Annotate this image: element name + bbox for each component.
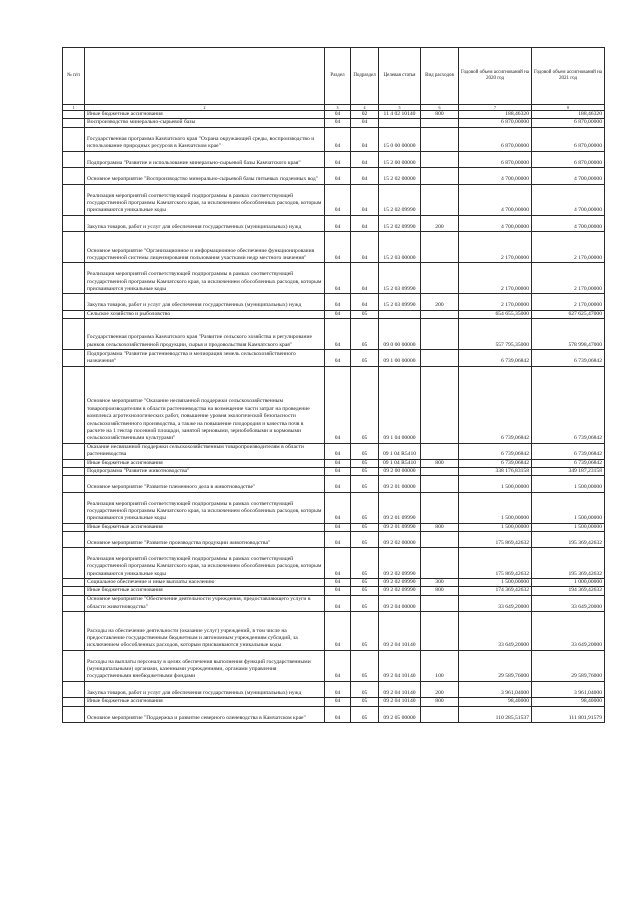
row-podrazdel: 05 <box>351 476 379 493</box>
row-name: Оказание несвязанной поддержки сельскохозяйственным товаропроизводителям в области растениеводства <box>85 443 325 459</box>
row-name: Основное мероприятие "Оказание несвязанной поддержки сельскохозяйственным товаропроизводителям в области растениеводства на возмещение части затрат на проведение комплекса агротехнологических работ, повышение уровня экологической безопасности сельскохозяйственного производства, а также на повышение плодородия и качества почв в расчете на 1 гектар посевной площади, занятой зерновыми, зернобобовыми и кормовыми сельскохозяйственными культурами" <box>85 366 325 443</box>
row-razdel: 04 <box>325 523 351 531</box>
row-podrazdel: 02 <box>351 111 379 119</box>
table-row <box>63 184 605 215</box>
table-row <box>63 476 605 493</box>
row-razdel: 04 <box>325 168 351 185</box>
row-2020: 2 170,00000 <box>459 294 532 311</box>
row-name: Расходы на выплаты персоналу в целях обеспечения выполнения функций государственными (муниципальными) органами, казенными учреждениями, органами управления государственными внебюджетными фондами <box>85 650 325 681</box>
header-num: № п/п <box>63 48 85 105</box>
row-vr <box>421 168 459 185</box>
row-razdel: 04 <box>325 184 351 215</box>
row-razdel: 04 <box>325 151 351 168</box>
header-csr: Целевая статья <box>379 48 421 105</box>
row-csr: 09 2 04 00000 <box>379 595 421 612</box>
row-csr: 09 2 04 10140 <box>379 698 421 706</box>
row-2020: 6 739,06842 <box>459 350 532 367</box>
row-name: Иные бюджетные ассигнования <box>85 459 325 467</box>
row-csr: 09 2 01 00000 <box>379 476 421 493</box>
row-2020: 3 961,04000 <box>459 681 532 698</box>
row-csr: 15 2 03 00000 <box>379 232 421 263</box>
row-num <box>63 467 85 475</box>
row-num <box>63 310 85 318</box>
row-vr: 200 <box>421 294 459 311</box>
row-vr: 800 <box>421 523 459 531</box>
row-name: Иные бюджетные ассигнования <box>85 698 325 706</box>
row-name: Воспроизводство минерально-сырьевой базы <box>85 119 325 127</box>
row-podrazdel: 05 <box>351 547 379 578</box>
row-num <box>63 366 85 443</box>
row-csr: 15 2 00 00000 <box>379 151 421 168</box>
row-name: Реализация мероприятий соответствующей подпрограммы в рамках соответствующей государственной программы Камчатского края, за исключением обособленных расходов, которым присваиваются уникальные коды <box>85 492 325 523</box>
table-row <box>63 595 605 612</box>
row-razdel: 04 <box>325 294 351 311</box>
table-row <box>63 168 605 185</box>
row-2021: 4 700,00000 <box>532 215 605 232</box>
row-podrazdel: 04 <box>351 184 379 215</box>
header-podrazdel: Подраздел <box>351 48 379 105</box>
table-row <box>63 232 605 263</box>
row-num <box>63 111 85 119</box>
row-2021: 98,40000 <box>532 698 605 706</box>
row-num <box>63 151 85 168</box>
row-2020: 6 870,00000 <box>459 119 532 127</box>
row-podrazdel: 05 <box>351 612 379 651</box>
row-num <box>63 706 85 723</box>
row-podrazdel: 04 <box>351 215 379 232</box>
row-name: Закупка товаров, работ и услуг для обеспечения государственных (муниципальных) нужд <box>85 294 325 311</box>
row-razdel: 04 <box>325 681 351 698</box>
row-2020: 6 870,00000 <box>459 151 532 168</box>
row-vr <box>421 492 459 523</box>
row-2021: 195 369,42632 <box>532 532 605 548</box>
table-row <box>63 547 605 578</box>
row-csr: 09 2 01 09990 <box>379 492 421 523</box>
row-2021: 33 649,20000 <box>532 595 605 612</box>
row-razdel: 04 <box>325 698 351 706</box>
row-2020: 1 500,00000 <box>459 492 532 523</box>
row-num <box>63 127 85 151</box>
row-razdel: 04 <box>325 111 351 119</box>
row-2021: 6 739,06842 <box>532 366 605 443</box>
colnum: 5 <box>379 105 421 111</box>
row-vr <box>421 706 459 723</box>
row-csr: 15 2 02 09990 <box>379 184 421 215</box>
table-row <box>63 587 605 595</box>
table-row <box>63 263 605 294</box>
row-csr: 15 2 02 00000 <box>379 168 421 185</box>
row-csr: 09 2 02 09990 <box>379 587 421 595</box>
row-vr <box>421 263 459 294</box>
row-name: Реализация мероприятий соответствующей подпрограммы в рамках соответствующей государственной программы Камчатского края, за исключением обособленных расходов, которым присваиваются уникальные коды <box>85 263 325 294</box>
row-2020: 1 500,00000 <box>459 523 532 531</box>
row-vr <box>421 612 459 651</box>
row-2020: 188,46320 <box>459 111 532 119</box>
row-2021: 6 870,00000 <box>532 151 605 168</box>
row-podrazdel: 05 <box>351 595 379 612</box>
row-vr <box>421 151 459 168</box>
row-podrazdel: 05 <box>351 532 379 548</box>
table-row <box>63 467 605 475</box>
row-podrazdel: 04 <box>351 232 379 263</box>
row-2021: 349 187,23158 <box>532 467 605 475</box>
row-vr: 300 <box>421 578 459 586</box>
row-2021: 2 170,00000 <box>532 294 605 311</box>
row-name: Реализация мероприятий соответствующей подпрограммы в рамках соответствующей государственной программы Камчатского края, за исключением обособленных расходов, которым присваиваются уникальные коды <box>85 184 325 215</box>
row-2020: 6 739,06842 <box>459 443 532 459</box>
header-razdel: Раздел <box>325 48 351 105</box>
row-2021: 3 961,04000 <box>532 681 605 698</box>
row-vr: 200 <box>421 215 459 232</box>
row-podrazdel: 05 <box>351 492 379 523</box>
row-2020: 4 700,00000 <box>459 168 532 185</box>
row-vr <box>421 232 459 263</box>
row-2020: 174 369,42632 <box>459 587 532 595</box>
row-name: Основное мероприятие "Организационное и информационное обеспечение функционирования государственной системы лицензирования пользования участками недр местного значения" <box>85 232 325 263</box>
row-name: Иные бюджетные ассигнования <box>85 523 325 531</box>
row-name: Государственная программа Камчатского края "Развитие сельского хозяйства и регулирование рынков сельскохозяйственной продукции, сырья и продовольствия Камчатского края" <box>85 319 325 350</box>
row-2021: 4 700,00000 <box>532 184 605 215</box>
row-name: Расходы на обеспечение деятельности (оказание услуг) учреждений, в том числе на предоставление государственным бюджетным и автономным учреждениям субсидий, за исключением обособленных расходов, которым присваиваются уникальные коды <box>85 612 325 651</box>
row-vr <box>421 443 459 459</box>
row-name: Подпрограмма "Развитие животноводства" <box>85 467 325 475</box>
row-2020: 33 649,20000 <box>459 595 532 612</box>
row-razdel: 04 <box>325 650 351 681</box>
row-num <box>63 119 85 127</box>
row-2021: 195 369,42632 <box>532 547 605 578</box>
row-csr: 11 4 02 10140 <box>379 111 421 119</box>
row-podrazdel: 05 <box>351 443 379 459</box>
row-razdel: 04 <box>325 476 351 493</box>
row-podrazdel: 05 <box>351 310 379 318</box>
table-row <box>63 459 605 467</box>
row-num <box>63 184 85 215</box>
table-row <box>63 706 605 723</box>
row-2020: 33 649,20000 <box>459 612 532 651</box>
row-razdel: 04 <box>325 492 351 523</box>
row-2021: 29 589,76000 <box>532 650 605 681</box>
table-body <box>63 111 605 723</box>
row-num <box>63 459 85 467</box>
row-vr <box>421 595 459 612</box>
table-row <box>63 612 605 651</box>
row-podrazdel: 05 <box>351 587 379 595</box>
colnum: 6 <box>421 105 459 111</box>
row-razdel: 04 <box>325 578 351 586</box>
row-num <box>63 350 85 367</box>
row-name: Основное мероприятие "Поддержка и развитие северного оленеводства в Камчатском крае" <box>85 706 325 723</box>
row-2021: 2 170,00000 <box>532 232 605 263</box>
row-vr <box>421 467 459 475</box>
row-csr: 09 2 00 00000 <box>379 467 421 475</box>
row-csr: 09 2 02 09990 <box>379 547 421 578</box>
row-num <box>63 523 85 531</box>
row-vr: 100 <box>421 650 459 681</box>
row-podrazdel: 04 <box>351 151 379 168</box>
row-2020: 6 870,00000 <box>459 127 532 151</box>
row-name: Основное мероприятие "Развитие племенного дела в животноводстве" <box>85 476 325 493</box>
row-vr <box>421 532 459 548</box>
table-row <box>63 111 605 119</box>
row-csr <box>379 310 421 318</box>
row-podrazdel: 04 <box>351 263 379 294</box>
row-num <box>63 168 85 185</box>
row-num <box>63 587 85 595</box>
header-2020: Годовой объем ассигнований на 2020 год <box>459 48 532 105</box>
row-razdel: 04 <box>325 119 351 127</box>
row-csr: 15 2 02 09990 <box>379 215 421 232</box>
row-2020: 6 739,06842 <box>459 459 532 467</box>
row-2020: 6 739,06842 <box>459 366 532 443</box>
row-podrazdel: 05 <box>351 681 379 698</box>
table-row <box>63 698 605 706</box>
table-row <box>63 650 605 681</box>
row-2021: 627 625,47000 <box>532 310 605 318</box>
row-csr: 09 2 04 10140 <box>379 650 421 681</box>
row-name: Иные бюджетные ассигнования <box>85 587 325 595</box>
row-name: Государственная программа Камчатского края "Охрана окружающей среды, воспроизводство и использование природных ресурсов в Камчатском крае" <box>85 127 325 151</box>
row-vr: 800 <box>421 698 459 706</box>
row-razdel: 04 <box>325 366 351 443</box>
row-name: Основное мероприятие "Воспроизводство минерально-сырьевой базы питьевых подземных вод" <box>85 168 325 185</box>
row-csr: 09 1 00 00000 <box>379 350 421 367</box>
row-vr <box>421 119 459 127</box>
table-row <box>63 119 605 127</box>
row-podrazdel: 04 <box>351 294 379 311</box>
row-name: Подпрограмма "Развитие и использование минерально-сырьевой базы Камчатского края" <box>85 151 325 168</box>
row-vr <box>421 319 459 350</box>
row-vr <box>421 184 459 215</box>
row-2020: 338 176,83158 <box>459 467 532 475</box>
row-podrazdel: 04 <box>351 168 379 185</box>
row-num <box>63 698 85 706</box>
table-row <box>63 443 605 459</box>
row-2020: 557 795,35000 <box>459 319 532 350</box>
row-2020: 29 589,76000 <box>459 650 532 681</box>
row-csr: 09 2 04 10140 <box>379 612 421 651</box>
row-razdel: 04 <box>325 350 351 367</box>
row-csr: 15 2 03 09990 <box>379 263 421 294</box>
row-vr: 800 <box>421 587 459 595</box>
table-row <box>63 523 605 531</box>
colnum: 4 <box>351 105 379 111</box>
row-razdel: 04 <box>325 215 351 232</box>
row-num <box>63 215 85 232</box>
row-name: Сельское хозяйство и рыболовство <box>85 310 325 318</box>
colnum: 7 <box>459 105 532 111</box>
row-vr <box>421 547 459 578</box>
row-2021: 578 998,47000 <box>532 319 605 350</box>
table-row <box>63 532 605 548</box>
row-name: Основное мероприятие "Развитие производства продукции животноводства" <box>85 532 325 548</box>
row-razdel: 04 <box>325 587 351 595</box>
row-2021: 6 739,06842 <box>532 350 605 367</box>
row-vr <box>421 310 459 318</box>
row-num <box>63 595 85 612</box>
row-2021: 2 170,00000 <box>532 263 605 294</box>
row-num <box>63 263 85 294</box>
row-podrazdel: 05 <box>351 698 379 706</box>
row-num <box>63 612 85 651</box>
row-name: Основное мероприятие "Обеспечение деятельности учреждения, предоставляющего услуги в области животноводства" <box>85 595 325 612</box>
row-csr: 09 2 02 00000 <box>379 532 421 548</box>
table-row <box>63 366 605 443</box>
table-row <box>63 294 605 311</box>
row-name: Закупка товаров, работ и услуг для обеспечения государственных (муниципальных) нужд <box>85 215 325 232</box>
row-razdel: 04 <box>325 459 351 467</box>
row-num <box>63 650 85 681</box>
row-2020: 1 500,00000 <box>459 476 532 493</box>
row-podrazdel: 05 <box>351 366 379 443</box>
row-2020: 654 655,35000 <box>459 310 532 318</box>
row-2020: 4 700,00000 <box>459 215 532 232</box>
colnum: 3 <box>325 105 351 111</box>
row-2020: 2 170,00000 <box>459 232 532 263</box>
row-2020: 175 869,42632 <box>459 547 532 578</box>
row-num <box>63 476 85 493</box>
row-vr: 800 <box>421 111 459 119</box>
row-2021: 1 500,00000 <box>532 476 605 493</box>
row-podrazdel: 05 <box>351 706 379 723</box>
colnum: 2 <box>85 105 325 111</box>
row-2021: 194 369,42632 <box>532 587 605 595</box>
row-num <box>63 232 85 263</box>
row-razdel: 04 <box>325 319 351 350</box>
row-razdel: 04 <box>325 612 351 651</box>
budget-table-page <box>62 47 604 723</box>
row-name: Социальное обеспечение и иные выплаты населению <box>85 578 325 586</box>
row-2020: 175 869,42632 <box>459 532 532 548</box>
row-2021: 188,46320 <box>532 111 605 119</box>
row-csr <box>379 119 421 127</box>
row-razdel: 04 <box>325 127 351 151</box>
row-2021: 111 801,91579 <box>532 706 605 723</box>
row-name: Иные бюджетные ассигнования <box>85 111 325 119</box>
row-csr: 09 1 04 R5410 <box>379 459 421 467</box>
row-podrazdel: 05 <box>351 650 379 681</box>
row-vr <box>421 476 459 493</box>
row-razdel: 04 <box>325 532 351 548</box>
row-razdel: 04 <box>325 310 351 318</box>
row-2021: 4 700,00000 <box>532 168 605 185</box>
table-row <box>63 151 605 168</box>
row-razdel: 04 <box>325 467 351 475</box>
row-2021: 6 739,06842 <box>532 443 605 459</box>
row-podrazdel: 05 <box>351 467 379 475</box>
row-2020: 4 700,00000 <box>459 184 532 215</box>
row-podrazdel: 05 <box>351 523 379 531</box>
row-razdel: 04 <box>325 232 351 263</box>
colnum: 8 <box>532 105 605 111</box>
row-podrazdel: 05 <box>351 578 379 586</box>
table-row <box>63 215 605 232</box>
table-row <box>63 319 605 350</box>
row-name: Реализация мероприятий соответствующей подпрограммы в рамках соответствующей государственной программы Камчатского края, за исключением обособленных расходов, которым присваиваются уникальные коды <box>85 547 325 578</box>
row-razdel: 04 <box>325 595 351 612</box>
row-vr: 200 <box>421 681 459 698</box>
row-razdel: 04 <box>325 443 351 459</box>
row-vr <box>421 366 459 443</box>
header-row <box>63 48 605 105</box>
row-razdel: 04 <box>325 706 351 723</box>
row-csr: 15 2 03 09990 <box>379 294 421 311</box>
row-csr: 09 2 04 10140 <box>379 681 421 698</box>
row-num <box>63 532 85 548</box>
row-2021: 6 870,00000 <box>532 127 605 151</box>
header-vr: Вид расходов <box>421 48 459 105</box>
row-csr: 09 1 04 00000 <box>379 366 421 443</box>
row-2021: 1 500,00000 <box>532 492 605 523</box>
row-podrazdel: 05 <box>351 350 379 367</box>
row-num <box>63 294 85 311</box>
row-2021: 6 739,06842 <box>532 459 605 467</box>
row-vr: 800 <box>421 459 459 467</box>
row-2021: 6 870,00000 <box>532 119 605 127</box>
row-csr: 09 2 05 00000 <box>379 706 421 723</box>
row-vr <box>421 350 459 367</box>
row-podrazdel: 04 <box>351 127 379 151</box>
header-2021: Годовой объем ассигнований на 2021 год <box>532 48 605 105</box>
row-csr: 09 2 02 09990 <box>379 578 421 586</box>
row-num <box>63 443 85 459</box>
row-name: Закупка товаров, работ и услуг для обеспечения государственных (муниципальных) нужд <box>85 681 325 698</box>
row-csr: 15 0 00 00000 <box>379 127 421 151</box>
row-num <box>63 319 85 350</box>
row-2021: 33 649,20000 <box>532 612 605 651</box>
table-row <box>63 578 605 586</box>
row-csr: 09 0 00 00000 <box>379 319 421 350</box>
row-csr: 09 1 04 R5410 <box>379 443 421 459</box>
row-podrazdel: 05 <box>351 319 379 350</box>
row-num <box>63 681 85 698</box>
table-row <box>63 310 605 318</box>
table-row <box>63 492 605 523</box>
row-2021: 1 000,00000 <box>532 578 605 586</box>
table-row <box>63 681 605 698</box>
row-razdel: 04 <box>325 263 351 294</box>
header-name <box>85 48 325 105</box>
row-num <box>63 547 85 578</box>
row-podrazdel: 05 <box>351 459 379 467</box>
row-2020: 110 285,51537 <box>459 706 532 723</box>
row-podrazdel: 04 <box>351 119 379 127</box>
row-vr <box>421 127 459 151</box>
row-num <box>63 492 85 523</box>
colnum: 1 <box>63 105 85 111</box>
table-row <box>63 127 605 151</box>
row-csr: 09 2 01 09990 <box>379 523 421 531</box>
row-2021: 1 500,00000 <box>532 523 605 531</box>
row-2020: 2 170,00000 <box>459 263 532 294</box>
row-2020: 1 500,00000 <box>459 578 532 586</box>
row-num <box>63 578 85 586</box>
row-2020: 98,40000 <box>459 698 532 706</box>
row-name: Подпрограмма "Развитие растениеводства и мелиорация земель сельскохозяйственного назначения" <box>85 350 325 367</box>
table-row <box>63 350 605 367</box>
budget-table <box>62 47 605 723</box>
row-razdel: 04 <box>325 547 351 578</box>
